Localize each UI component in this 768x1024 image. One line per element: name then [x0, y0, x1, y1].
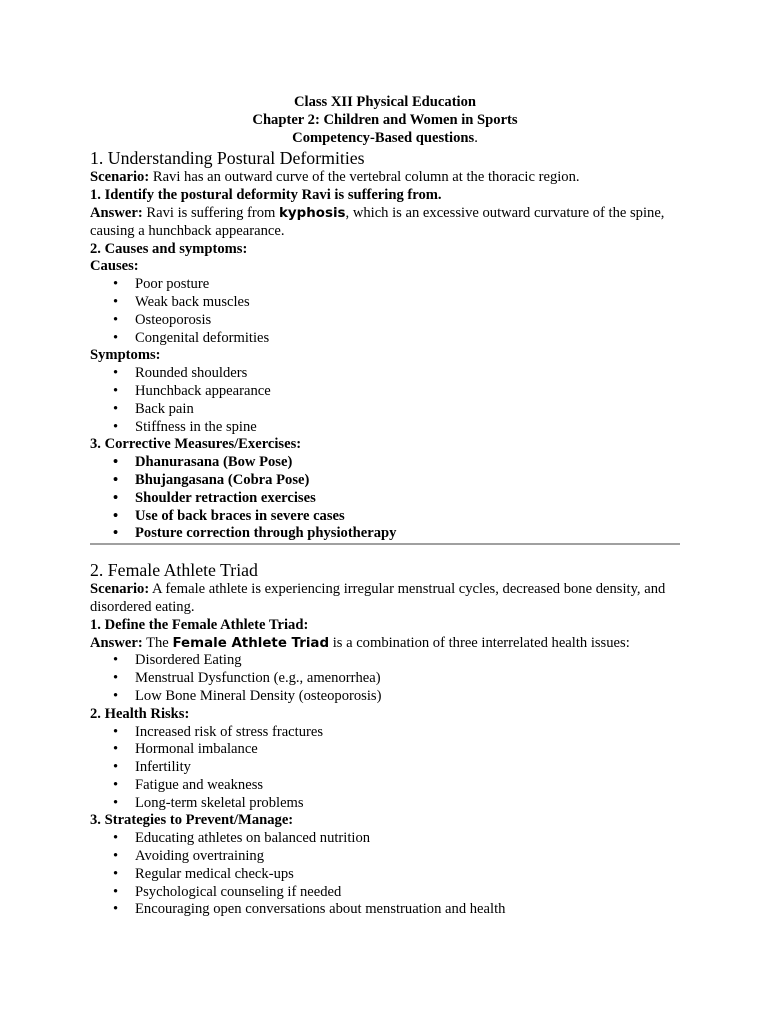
list-item: • Bhujangasana (Cobra Pose)	[135, 472, 680, 490]
document-content	[90, 94, 680, 919]
list-item: • Menstrual Dysfunction (e.g., amenorrhea)	[135, 670, 680, 688]
header-class: Class XII Physical Education	[293, 94, 477, 110]
list-item: • Encouraging open conversations about menstruation and health	[135, 901, 680, 919]
scenario-label: Scenario:	[90, 581, 150, 598]
section1-scenario	[90, 169, 680, 187]
list-item: • Rounded shoulders	[135, 365, 680, 383]
section2-question1	[90, 617, 680, 635]
answer-term: Female Athlete Triad	[172, 635, 330, 651]
header-subtitle-text: Competency-Based questions	[292, 129, 475, 146]
question-text: 1. Define the Female Athlete Triad:	[90, 616, 309, 633]
section1-question2	[90, 241, 680, 259]
list-item: • Congenital deformities	[135, 330, 680, 348]
section2-title: 2. Female Athlete Triad	[90, 560, 258, 581]
section1-title: 1. Understanding Postural Deformities	[90, 148, 365, 169]
section2-question3	[90, 812, 680, 830]
section2-scenario	[90, 581, 680, 617]
answer-post: , which is an excessive outward curvature of the spine, causing a hunchback appearance.	[90, 204, 665, 239]
list-item: • Long-term skeletal problems	[135, 795, 680, 813]
list-item: • Dhanurasana (Bow Pose)	[135, 454, 680, 472]
section-divider	[90, 543, 680, 545]
symptoms-label-text: Symptoms:	[90, 347, 161, 364]
answer-label: Answer:	[90, 634, 143, 651]
section1-answer	[90, 205, 680, 241]
section1-question1	[90, 187, 680, 205]
list-item: • Stiffness in the spine	[135, 419, 680, 437]
list-item: • Weak back muscles	[135, 294, 680, 312]
answer-label: Answer:	[90, 204, 143, 221]
list-item: • Infertility	[135, 759, 680, 777]
scenario-label: Scenario:	[90, 169, 150, 186]
list-item: • Avoiding overtraining	[135, 848, 680, 866]
causes-label	[90, 258, 680, 276]
exercises-list	[90, 454, 680, 543]
list-item: • Increased risk of stress fractures	[135, 724, 680, 742]
list-item: • Hormonal imbalance	[135, 741, 680, 759]
list-item: • Disordered Eating	[135, 652, 680, 670]
list-item: • Hunchback appearance	[135, 383, 680, 401]
symptoms-list	[90, 365, 680, 436]
causes-label-text: Causes:	[90, 258, 139, 275]
answer-pre: The	[142, 634, 173, 651]
symptoms-label	[90, 347, 680, 365]
answer-term: kyphosis	[279, 205, 346, 221]
risks-list	[90, 724, 680, 813]
section2-answer	[90, 635, 680, 653]
section2-question2	[90, 706, 680, 724]
section1-question3	[90, 436, 680, 454]
list-item: • Psychological counseling if needed	[135, 884, 680, 902]
question-text: 3. Strategies to Prevent/Manage:	[90, 812, 294, 829]
list-item: • Regular medical check-ups	[135, 866, 680, 884]
question-text: 2. Causes and symptoms:	[90, 240, 248, 257]
scenario-text: Ravi has an outward curve of the vertebral column at the thoracic region.	[149, 169, 580, 186]
answer-post: is a combination of three interrelated health issues:	[329, 634, 630, 651]
triad-list	[90, 652, 680, 705]
causes-list	[90, 276, 680, 347]
list-item: • Use of back braces in severe cases	[135, 508, 680, 526]
answer-pre: Ravi is suffering from	[142, 204, 280, 221]
question-text: 3. Corrective Measures/Exercises:	[90, 436, 302, 453]
header-chapter: Chapter 2: Children and Women in Sports	[252, 111, 518, 128]
list-item: • Fatigue and weakness	[135, 777, 680, 795]
list-item: • Osteoporosis	[135, 312, 680, 330]
list-item: • Poor posture	[135, 276, 680, 294]
list-item: • Back pain	[135, 401, 680, 419]
list-item: • Educating athletes on balanced nutrition	[135, 830, 680, 848]
list-item: • Low Bone Mineral Density (osteoporosis)	[135, 688, 680, 706]
header-subtitle	[90, 130, 680, 148]
scenario-text: A female athlete is experiencing irregular menstrual cycles, decreased bone density, and disordered eating.	[90, 581, 666, 615]
list-item: • Posture correction through physiotherapy	[135, 525, 680, 543]
question-text: 1. Identify the postural deformity Ravi is suffering from.	[90, 187, 442, 204]
strategies-list	[90, 830, 680, 919]
list-item: • Shoulder retraction exercises	[135, 490, 680, 508]
doc-header	[90, 94, 680, 147]
header-subtitle-period: .	[474, 129, 478, 146]
question-text: 2. Health Risks:	[90, 705, 190, 722]
